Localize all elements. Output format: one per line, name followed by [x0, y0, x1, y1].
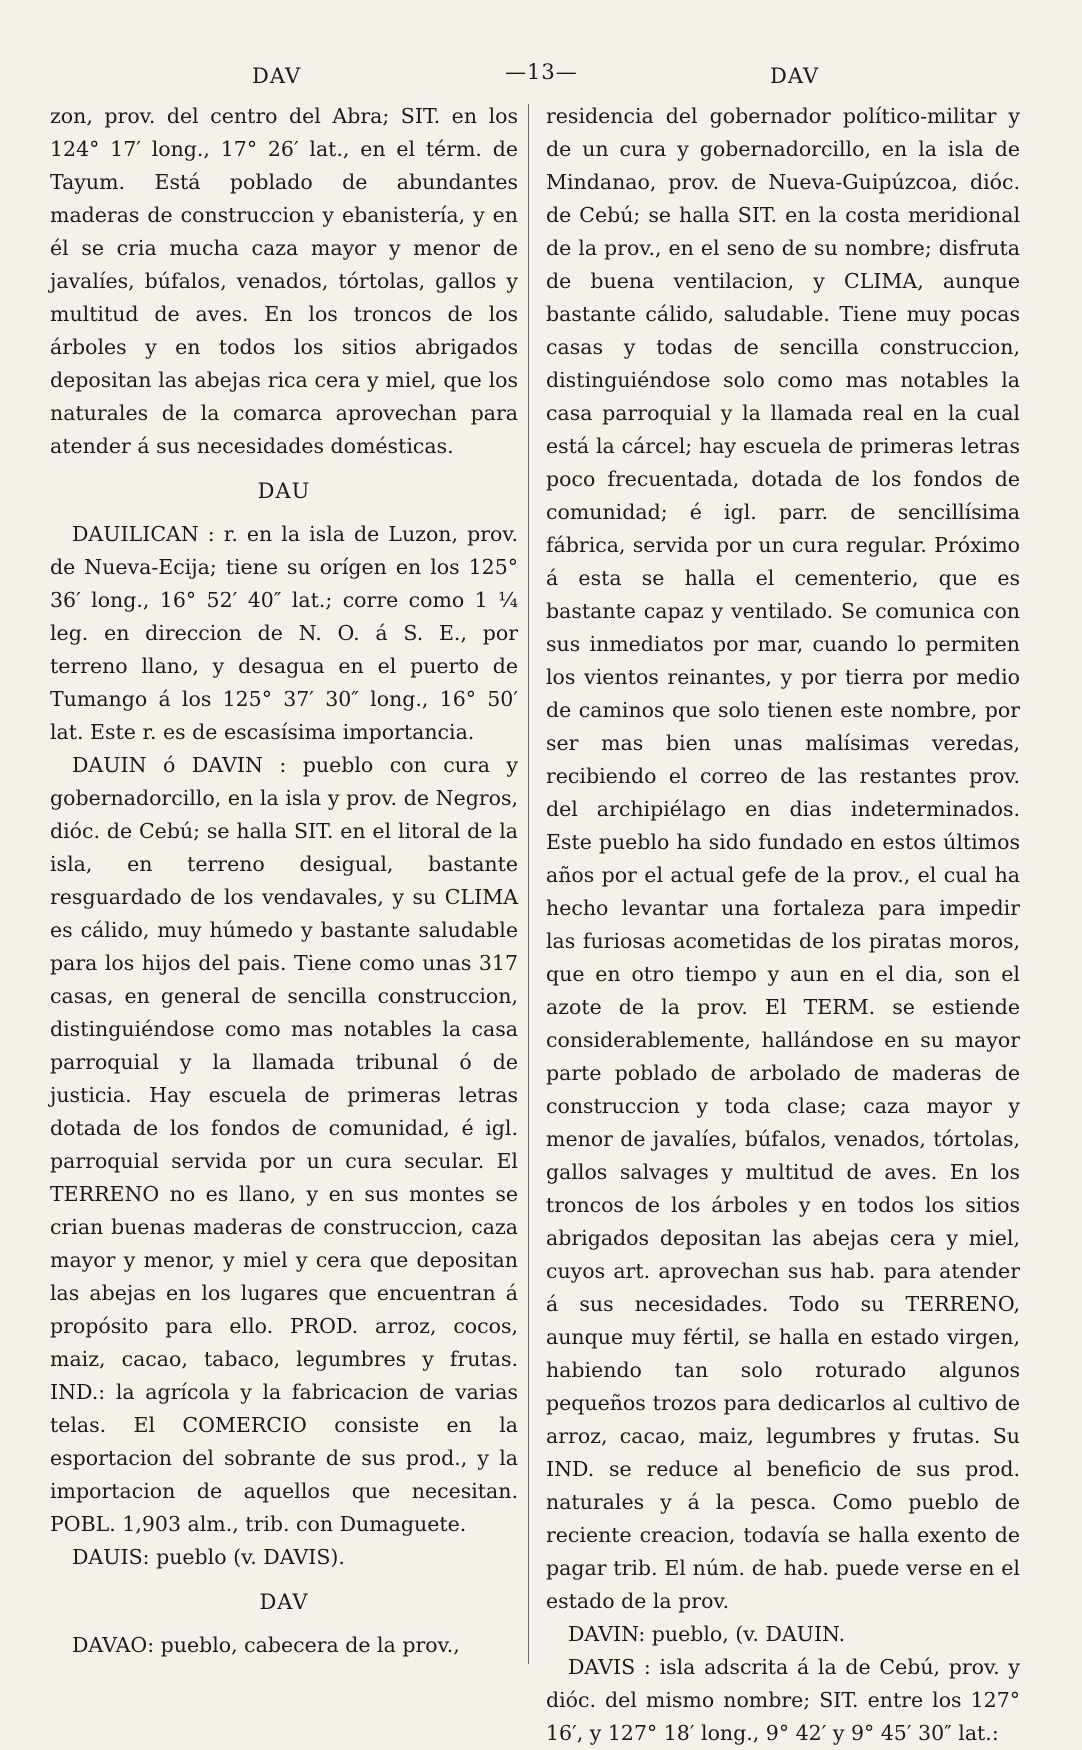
page-header: [0, 60, 1082, 94]
left-column: [50, 100, 518, 1662]
entry-davin: DAVIN: pueblo, (v. DAUIN.: [568, 1622, 846, 1646]
right-column: [546, 100, 1020, 1750]
entry-davis: DAVIS : isla adscrita á la de Cebú, prov. y dióc. del mismo nombre; SIT. entre los 127° 16′, y 127° 18′ long., 9° 42′ y 9° 45′ 30″ lat.:: [546, 1655, 1020, 1745]
entry-davao: DAVAO: pueblo, cabecera de la prov.,: [72, 1633, 460, 1657]
entry-continuation: zon, prov. del centro del Abra; SIT. en los 124° 17′ long., 17° 26′ lat., en el térm. de Tayum. Está poblado de abundantes maderas de construccion y ebanistería, y en él se cria mucha caza mayor y menor de javalíes, búfalos, venados, tórtolas, gallos y multitud de aves. En los troncos de los árboles y en todos los sitios abrigados depositan las abejas rica cera y miel, que los naturales de la comarca aprovechan para atender á sus necesidades domésticas.: [50, 104, 518, 458]
section-heading-dau: DAU: [257, 479, 311, 503]
entry-dauis: DAUIS: pueblo (v. DAVIS).: [72, 1545, 345, 1569]
header-right-entry: DAV: [770, 64, 820, 88]
entry-davao-continuation: residencia del gobernador político-militar y de un cura y gobernadorcillo, en la isla de Mindanao, prov. de Nueva-Guipúzcoa, dióc. de Cebú; se halla SIT. en la costa meridional de la prov., en el seno de su nombre; disfruta de buena ventilacion, y CLIMA, aunque bastante cálido, saludable. Tiene muy pocas casas y todas de sencilla construccion, distinguiéndose solo como mas notables la casa parroquial y la llamada real en la cual está la cárcel; hay escuela de primeras letras poco frecuentada, dotada de los fondos de comunidad; é igl. parr. de sencillísima fábrica, servida por un cura regular. Próximo á esta se halla el cementerio, que es bastante capaz y ventilado. Se comunica con sus inmediatos por mar, cuando lo permiten los vientos reinantes, y por tierra por medio de caminos que solo tienen este nombre, por ser mas bien unas malísimas veredas, recibiendo el correo de las restantes prov. del archipiélago en dias indeterminados. Este pueblo ha sido fundado en estos últimos años por el actual gefe de la prov., el cual ha hecho levantar una fortaleza para impedir las furiosas acometidas de los piratas moros, que en otro tiempo y aun en el dia, son el azote de la prov. El TERM. se estiende considerablemente, hallándose en su mayor parte poblado de arbolado de maderas de construccion y toda clase; caza mayor y menor de javalíes, búfalos, venados, tórtolas, gallos salvages y multitud de aves. En los troncos de los árboles y en todos los sitios abrigados depositan las abejas cera y miel, cuyos art. aprovechan sus hab. para atender á sus necesidades. Todo su TERRENO, aunque muy fértil, se halla en estado virgen, habiendo tan solo roturado algunos pequeños trozos para dedicarlos al cultivo de arroz, cacao, maiz, legumbres y frutas. Su IND. se reduce al beneficio de sus prod. naturales y á la pesca. Como pueblo de reciente creacion, todavía se halla exento de pagar trib. El núm. de hab. puede verse en el estado de la prov.: [546, 104, 1020, 1613]
page-number: —13—: [505, 60, 578, 84]
entry-dauilican: DAUILICAN : r. en la isla de Luzon, prov. de Nueva-Ecija; tiene su orígen en los 125° 36′ long., 16° 52′ 40″ lat.; corre como 1 ¼ leg. en direccion de N. O. á S. E., por terreno llano, y desagua en el puerto de Tumango á los 125° 37′ 30″ long., 16° 50′ lat. Este r. es de escasísima importancia.: [50, 522, 518, 744]
header-left-entry: DAV: [252, 64, 302, 88]
section-heading-dav: DAV: [259, 1590, 309, 1614]
column-divider: [528, 104, 529, 1664]
entry-dauin: DAUIN ó DAVIN : pueblo con cura y gobernadorcillo, en la isla y prov. de Negros, dióc. de Cebú; se halla SIT. en el litoral de la isla, en terreno desigual, bastante resguardado de los vendavales, y su CLIMA es cálido, muy húmedo y bastante saludable para los hijos del pais. Tiene como unas 317 casas, en general de sencilla construccion, distinguiéndose como mas notables la casa parroquial y la llamada tribunal ó de justicia. Hay escuela de primeras letras dotada de los fondos de comunidad, é igl. parroquial servida por un cura secular. El TERRENO no es llano, y en sus montes se crian buenas maderas de construccion, caza mayor y menor, y miel y cera que depositan las abejas en los lugares que encuentran á propósito para ello. PROD. arroz, cocos, maiz, cacao, tabaco, legumbres y frutas. IND.: la agrícola y la fabricacion de varias telas. El COMERCIO consiste en la esportacion del sobrante de sus prod., y la importacion de aquellos que necesitan. POBL. 1,903 alm., trib. con Dumaguete.: [50, 753, 518, 1536]
